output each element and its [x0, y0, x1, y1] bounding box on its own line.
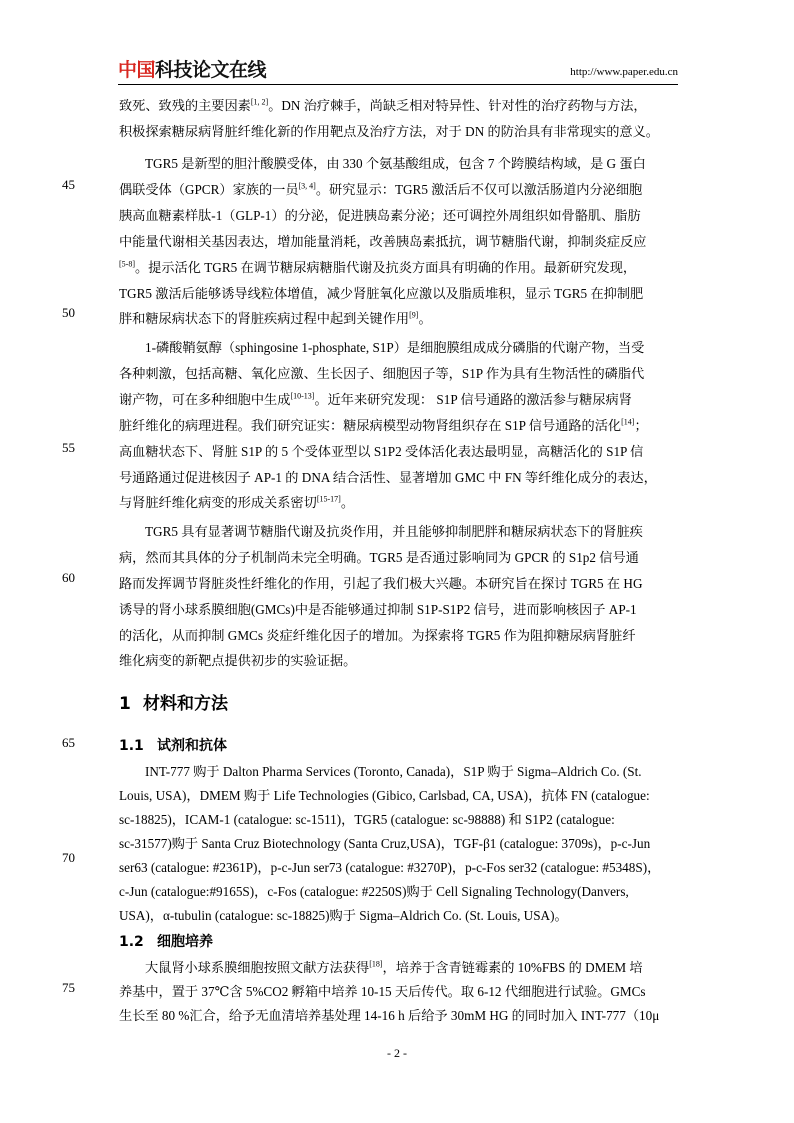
text-line: 1-磷酸鞘氨醇（sphingosine 1-phosphate, S1P）是细胞膜组成成分磷脂的代谢产物，当受 — [145, 340, 645, 355]
text-line: 中能量代谢相关基因表达，增加能量消耗，改善胰岛素抵抗，调节糖脂代谢，抑制炎症反应 — [119, 234, 647, 249]
text-line: 的活化，从而抑制 GMCs 炎症纤维化因子的增加。为探索将 TGR5 作为阻抑糖尿病肾脏纤 — [119, 628, 636, 643]
text-line: 大鼠肾小球系膜细胞按照文献方法获得[18]，培养于含青链霉素的 10%FBS 的 DMEM 培 — [145, 959, 643, 975]
text-line: 病，然而其具体的分子机制尚未完全明确。TGR5 是否通过影响同为 GPCR 的 S1p2 信号通 — [119, 550, 639, 565]
page-header — [118, 58, 678, 84]
header-url[interactable]: http://www.paper.edu.cn — [570, 66, 678, 78]
text-line: 路而发挥调节肾脏炎性纤维化的作用，引起了我们极大兴趣。本研究旨在探讨 TGR5 在 HG — [119, 576, 643, 591]
text-line: 各种刺激，包括高糖、氧化应激、生长因子、细胞因子等，S1P 作为具有生物活性的磷脂代 — [119, 366, 645, 381]
logo-red-text: 中国 — [118, 59, 156, 81]
logo-dark-text: 科技论文在线 — [155, 59, 267, 81]
text-line: sc-31577)购于 Santa Cruz Biotechnology (Santa Cruz,USA)，TGF-β1 (catalogue: 3709s)，p-c-Jun — [119, 836, 651, 851]
citation: [10-13] — [290, 391, 315, 401]
text-line: 养基中，置于 37℃含 5%CO2 孵箱中培养 10-15 天后传代。取 6-12 代细胞进行试验。GMCs — [119, 984, 646, 999]
text-line: ser63 (catalogue: #2361P)，p-c-Jun ser73 (catalogue: #3270P)，p-c-Fos ser32 (catalogue: #5348S)， — [119, 860, 661, 875]
line-number: 65 — [62, 735, 75, 750]
text-line: TGR5 具有显著调节糖脂代谢及抗炎作用，并且能够抑制肥胖和糖尿病状态下的肾脏疾 — [145, 524, 643, 539]
header-rule — [118, 84, 678, 85]
citation: [14] — [621, 417, 635, 427]
text-line: 胰高血糖素样肽-1（GLP-1）的分泌，促进胰岛素分泌；还可调控外周组织如骨骼肌、脂肪 — [119, 208, 641, 223]
text-line: TGR5 是新型的胆汁酸膜受体，由 330 个氨基酸组成，包含 7 个跨膜结构域，是 G 蛋白 — [145, 156, 646, 171]
line-number: 55 — [62, 440, 75, 455]
text-line: TGR5 激活后能够诱导线粒体增值，减少肾脏氧化应激以及脂质堆积，显示 TGR5 在抑制肥 — [119, 286, 644, 301]
text-line: 高血糖状态下、肾脏 S1P 的 5 个受体亚型以 S1P2 受体活化表达最明显，高糖活化的 S1P 信 — [119, 444, 644, 459]
text-line: [5-8]。提示活化 TGR5 在调节糖尿病糖脂代谢及抗炎方面具有明确的作用。最新研究发现， — [119, 259, 637, 275]
citation: [3, 4] — [298, 181, 316, 191]
citation: [18] — [369, 959, 383, 969]
text-line: 积极探索糖尿病肾脏纤维化新的作用靶点及治疗方法，对于 DN 的防治具有非常现实的意义。 — [119, 124, 659, 139]
subsection-heading: 1.2 细胞培养 — [119, 934, 213, 950]
text-line: c-Jun (catalogue:#9165S)，c-Fos (catalogue: #2250S)购于 Cell Signaling Technology(Danvers, — [119, 884, 629, 899]
line-number: 70 — [62, 850, 75, 865]
line-number: 45 — [62, 177, 75, 192]
page-number: - 2 - — [387, 1046, 407, 1060]
text-line: 维化病变的新靶点提供初步的实验证据。 — [119, 653, 357, 668]
text-line: 脏纤维化的病理进程。我们研究证实：糖尿病模型动物肾组织存在 S1P 信号通路的活化[14]； — [119, 417, 648, 433]
text-line: 生长至 80 %汇合，给予无血清培养基处理 14-16 h 后给予 30mM HG 的同时加入 INT-777（10μ — [119, 1008, 660, 1023]
subsection-heading: 1.1 试剂和抗体 — [119, 738, 227, 754]
text-line: 胖和糖尿病状态下的肾脏疾病过程中起到关键作用[9]。 — [119, 310, 432, 326]
section-heading: 1 材料和方法 — [119, 694, 228, 714]
text-line: sc-18825)，ICAM-1 (catalogue: sc-1511)，TGR5 (catalogue: sc-98888) 和 S1P2 (catalogue: — [119, 812, 615, 827]
text-line: 谢产物，可在多种细胞中生成[10-13]。近年来研究发现： S1P 信号通路的激活参与糖尿病肾 — [119, 391, 632, 407]
text-line: 偶联受体（GPCR）家族的一员[3, 4]。研究显示：TGR5 激活后不仅可以激活肠道内分泌细胞 — [119, 181, 643, 197]
citation: [1, 2] — [250, 97, 269, 107]
line-number: 60 — [62, 570, 75, 585]
citation: [15-17] — [316, 494, 341, 504]
text-line: INT-777 购于 Dalton Pharma Services (Toronto, Canada)，S1P 购于 Sigma–Aldrich Co. (St. — [145, 764, 642, 779]
line-number: 50 — [62, 305, 75, 320]
text-line: 致死、致残的主要因素[1, 2]。DN 治疗棘手，尚缺乏相对特异性、针对性的治疗药物与方法， — [119, 97, 647, 113]
citation: [9] — [409, 310, 419, 320]
text-line: Louis, USA)，DMEM 购于 Life Technologies (Gibico, Carlsbad, CA, USA)，抗体 FN (catalogue: — [119, 788, 650, 803]
text-line: 与肾脏纤维化病变的形成关系密切[15-17]。 — [119, 494, 354, 510]
text-line: 号通路通过促进核因子 AP-1 的 DNA 结合活性、显著增加 GMC 中 FN 等纤维化成分的表达， — [119, 470, 657, 485]
journal-logo — [118, 58, 266, 82]
line-number: 75 — [62, 980, 75, 995]
text-line: USA)，α-tubulin (catalogue: sc-18825)购于 Sigma–Aldrich Co. (St. Louis, USA)。 — [119, 908, 568, 923]
citation: [5-8] — [119, 259, 135, 269]
text-line: 诱导的肾小球系膜细胞(GMCs)中是否能够通过抑制 S1P-S1P2 信号，进而影响核因子 AP-1 — [119, 602, 637, 617]
